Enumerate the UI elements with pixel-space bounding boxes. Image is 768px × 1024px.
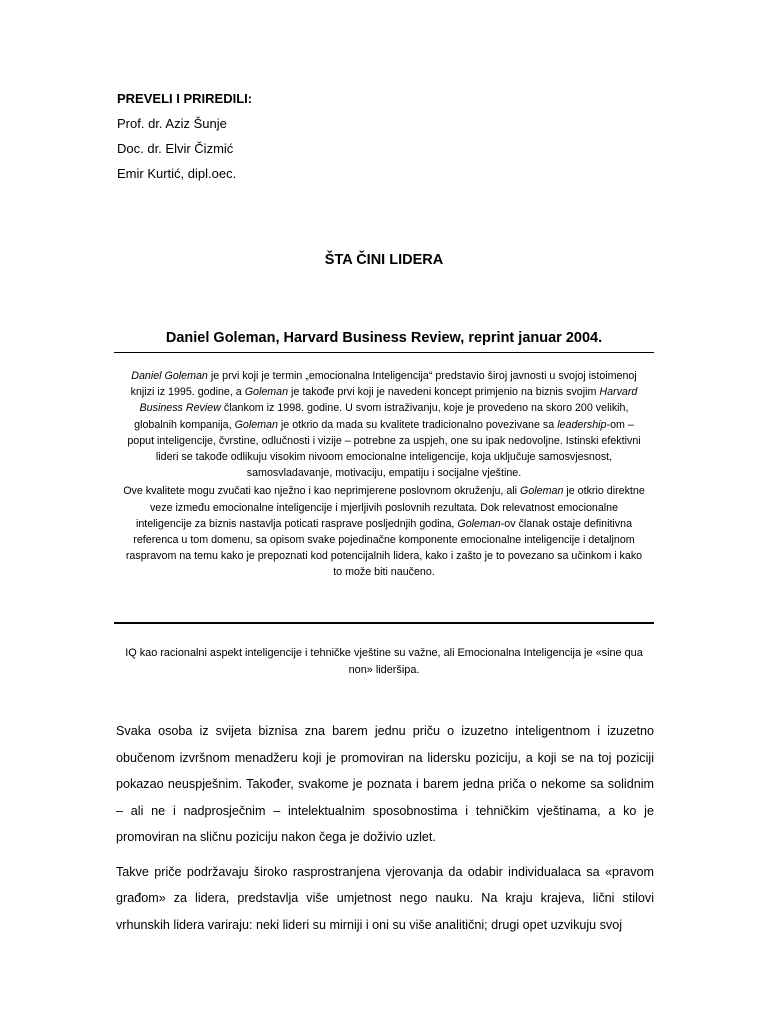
italic-run: Goleman bbox=[244, 386, 289, 399]
italic-run: Goleman bbox=[457, 517, 501, 530]
abstract-paragraph: Ove kvalitete mogu zvučati kao nježno i kao neprimjerene poslovnom okruženju, ali Goleman je otkrio direktne veze između emocionalne inteligencije i mjerljivih poslovnih rezultata. Dok relevatnost emocionalne inteligencije za biznis nastavlja poticati rasprave posljednjih godina, Goleman-ov članak ostaje definitivna referenca u tom domenu, sa opisom svake pojedinačne komponente emocionalne inteligencije i detaljnom raspravom na temu kako je prepoznati kod potencijalnih lidera, kako i zašto je to povezano sa učinkom i kako to može biti naučeno. bbox=[123, 485, 645, 579]
pull-quote: IQ kao racionalni aspekt inteligencije i tehničke vještine su važne, ali Emocionalna Inteligencija je «sine qua non» lideršipa. bbox=[125, 647, 643, 676]
document-title: ŠTA ČINI LIDERA bbox=[324, 252, 444, 268]
body-paragraph: Takve priče podržavaju široko rasprostranjena vjerovanja da odabir individualaca sa «pravom građom» za lidera, predstavlja više umjetnost nego nauku. Na kraju krajeva, lični stilovi vrhunskih lidera variraju: neki lideri su mirniji i oni su više analitični; drugi opet uzvikuju svoj bbox=[116, 864, 654, 932]
abstract bbox=[122, 368, 646, 581]
divider-bottom bbox=[114, 622, 654, 624]
italic-run: Goleman bbox=[520, 485, 564, 498]
italic-run: Goleman bbox=[234, 418, 278, 431]
italic-run: Harvard Business Review bbox=[139, 386, 638, 415]
translator-name: Emir Kurtić, dipl.oec. bbox=[117, 166, 237, 181]
body-text bbox=[116, 718, 654, 938]
translator-name: Doc. dr. Elvir Čizmić bbox=[117, 141, 234, 156]
italic-run: Daniel Goleman bbox=[131, 370, 208, 382]
translator-name: Prof. dr. Aziz Šunje bbox=[117, 116, 227, 131]
divider-top bbox=[114, 352, 654, 353]
translators-block bbox=[117, 86, 252, 186]
body-paragraph: Svaka osoba iz svijeta biznisa zna barem jednu priču o izuzetno inteligentnom i izuzetno obučenom izvršnom menadžeru koji je promoviran na lidersku poziciju, a koji se na toj poziciji pokazao neuspješnim. Također, svakome je poznata i barem jedna priča o nekome sa solidnim – ali ne i nadprosječnim – intelektualnim sposobnostima i tehničkim vještinama, a ko je promoviran na sličnu poziciju nakon čega je doživio uzlet. bbox=[116, 724, 654, 844]
translators-heading: PREVELI I PRIREDILI: bbox=[117, 91, 253, 106]
italic-run: leadership bbox=[557, 418, 607, 431]
abstract-paragraph: Daniel Goleman je prvi koji je termin „emocionalna Inteligencija“ predstavio široj javnosti u svojoj istoimenoj knjizi iz 1995. godine, a Goleman je takođe prvi koji je navedeni koncept primjenio na biznis svojim Harvard Business Review člankom iz 1998. godine. U svom istraživanju, koje je provedeno na skoro 200 velikih, globalnih kompanija, Goleman je otkrio da mada su kvalitete tradicionalno povezivane sa leadership-om – poput inteligencije, čvrstine, odlučnosti i vizije – potrebne za uspjeh, one su ipak nedovoljne. Istinski efektivni lideri se takođe odlikuju visokim nivoom emocionalne inteligencije, koja uključuje samosvjesnost, samosvladavanje, motivaciju, empatiju i socijalne vještine. bbox=[127, 370, 641, 480]
article-byline: Daniel Goleman, Harvard Business Review, reprint januar 2004. bbox=[165, 330, 603, 346]
